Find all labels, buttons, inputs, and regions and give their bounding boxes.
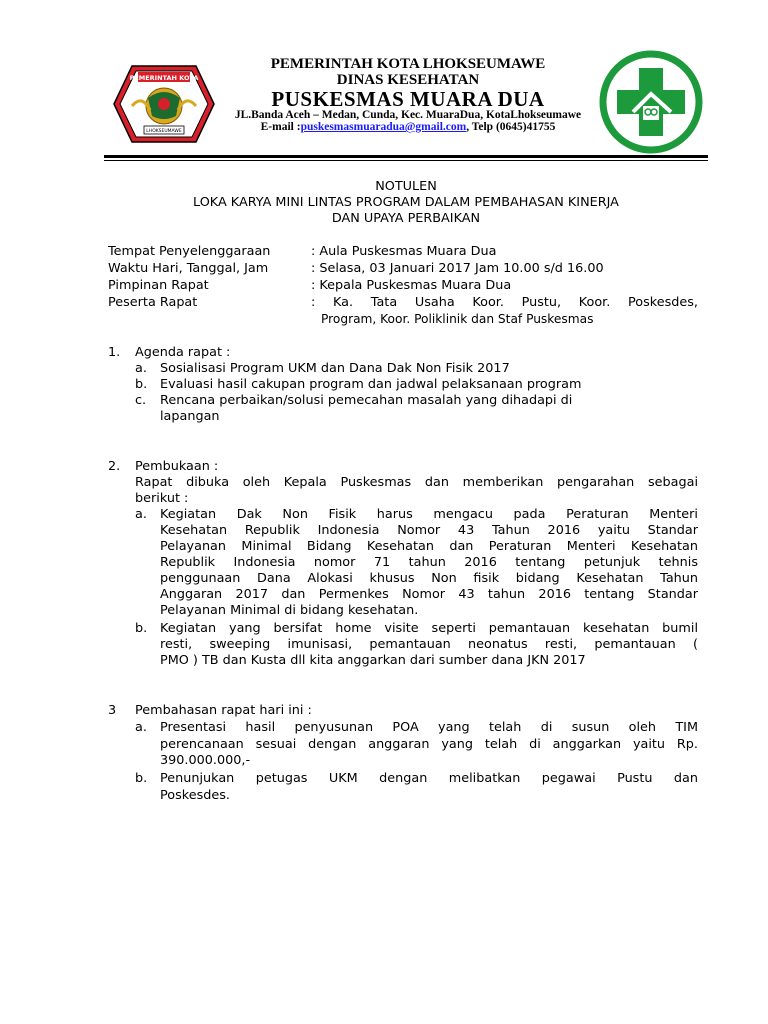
letterhead-department: DINAS KESEHATAN: [336, 72, 480, 88]
email-link[interactable]: puskesmasmuaradua@gmail.com: [300, 121, 467, 133]
section-number: 2.: [108, 459, 121, 474]
section-heading: Pembukaan :: [135, 459, 219, 474]
puskesmas-logo: [599, 50, 703, 154]
list-item: Presentasi hasil penyusunan POA yang telah di susun oleh TIM: [160, 720, 698, 735]
list-item: lapangan: [160, 409, 220, 424]
section-heading: Agenda rapat :: [135, 345, 231, 360]
paragraph-text: berikut :: [135, 491, 189, 506]
phone-text: , Telp (0645)41755: [466, 121, 556, 133]
svg-text:PEMERINTAH KOTA: PEMERINTAH KOTA: [129, 74, 199, 82]
info-value: : Kepala Puskesmas Muara Dua: [311, 278, 512, 293]
city-emblem-logo: [108, 58, 220, 150]
email-label: E-mail :: [260, 121, 301, 133]
info-label: Pimpinan Rapat: [108, 278, 209, 293]
list-item: Anggaran 2017 dan Permenkes Nomor 43 tahun 2016 tentang Standar: [160, 587, 698, 602]
list-letter: a.: [135, 361, 147, 376]
list-item: Pelayanan Minimal Bidang Kesehatan dan Peraturan Menteri Kesehatan: [160, 539, 698, 554]
info-label: Peserta Rapat: [108, 295, 198, 310]
list-letter: a.: [135, 720, 147, 735]
section-number: 3: [108, 703, 117, 718]
list-letter: b.: [135, 621, 148, 636]
list-item: Poskesdes.: [160, 788, 230, 803]
info-value: : Aula Puskesmas Muara Dua: [311, 244, 497, 259]
list-item: PMO ) TB dan Kusta dll kita anggarkan dari sumber dana JKN 2017: [160, 653, 586, 668]
list-item: Kesehatan Republik Indonesia Nomor 43 Tahun 2016 yaitu Standar: [160, 523, 698, 538]
doc-subtitle-1: LOKA KARYA MINI LINTAS PROGRAM DALAM PEMBAHASAN KINERJA: [193, 195, 619, 210]
paragraph-text: Rapat dibuka oleh Kepala Puskesmas dan memberikan pengarahan sebagai: [135, 475, 698, 490]
list-letter: b.: [135, 377, 148, 392]
doc-subtitle-2: DAN UPAYA PERBAIKAN: [331, 211, 481, 226]
list-item: Kegiatan yang bersifat home visite seperti pemantauan kesehatan bumil: [160, 621, 698, 636]
letterhead-rule-thin: [104, 160, 708, 161]
list-item: perencanaan sesuai dengan anggaran yang telah di anggarkan yaitu Rp.: [160, 737, 698, 752]
info-label: Tempat Penyelenggaraan: [108, 244, 271, 259]
list-item: Penunjukan petugas UKM dengan melibatkan pegawai Pustu dan: [160, 771, 698, 786]
list-item: Sosialisasi Program UKM dan Dana Dak Non Fisik 2017: [160, 361, 510, 376]
list-item: Republik Indonesia nomor 71 tahun 2016 tentang petunjuk tehnis: [160, 555, 698, 570]
list-item: 390.000.000,-: [160, 753, 251, 768]
letterhead-address: JL.Banda Aceh – Medan, Cunda, Kec. MuaraDua, KotaLhokseumawe: [234, 109, 582, 121]
list-letter: a.: [135, 507, 147, 522]
section-heading: Pembahasan rapat hari ini :: [135, 703, 312, 718]
info-value: : Selasa, 03 Januari 2017 Jam 10.00 s/d 16.00: [311, 261, 604, 276]
list-item: Evaluasi hasil cakupan program dan jadwal pelaksanaan program: [160, 377, 582, 392]
letterhead-government: PEMERINTAH KOTA LHOKSEUMAWE: [270, 56, 546, 72]
list-item: penggunaan Dana Alokasi khusus Non fisik bidang Kesehatan Tahun: [160, 571, 698, 586]
list-item: resti, sweeping imunisasi, pemantauan neonatus resti, pemantauan (: [160, 637, 698, 652]
list-item: Rencana perbaikan/solusi pemecahan masalah yang dihadapi di: [160, 393, 573, 408]
list-item: Pelayanan Minimal di bidang kesehatan.: [160, 603, 419, 618]
list-item: Kegiatan Dak Non Fisik harus mengacu pada Peraturan Menteri: [160, 507, 698, 522]
list-letter: c.: [135, 393, 147, 408]
letterhead-title: PUSKESMAS MUARA DUA: [271, 87, 545, 111]
letterhead-rule-thick: [104, 155, 708, 158]
info-value: : Ka. Tata Usaha Koor. Pustu, Koor. Poskesdes,: [311, 295, 698, 310]
list-letter: b.: [135, 771, 148, 786]
svg-text:LHOKSEUMAWE: LHOKSEUMAWE: [146, 129, 182, 134]
info-label: Waktu Hari, Tanggal, Jam: [108, 261, 269, 276]
info-value-continued: Program, Koor. Poliklinik dan Staf Puskesmas: [321, 312, 594, 326]
letterhead-contact: [218, 121, 598, 133]
section-number: 1.: [108, 345, 121, 360]
doc-title: NOTULEN: [375, 179, 437, 194]
